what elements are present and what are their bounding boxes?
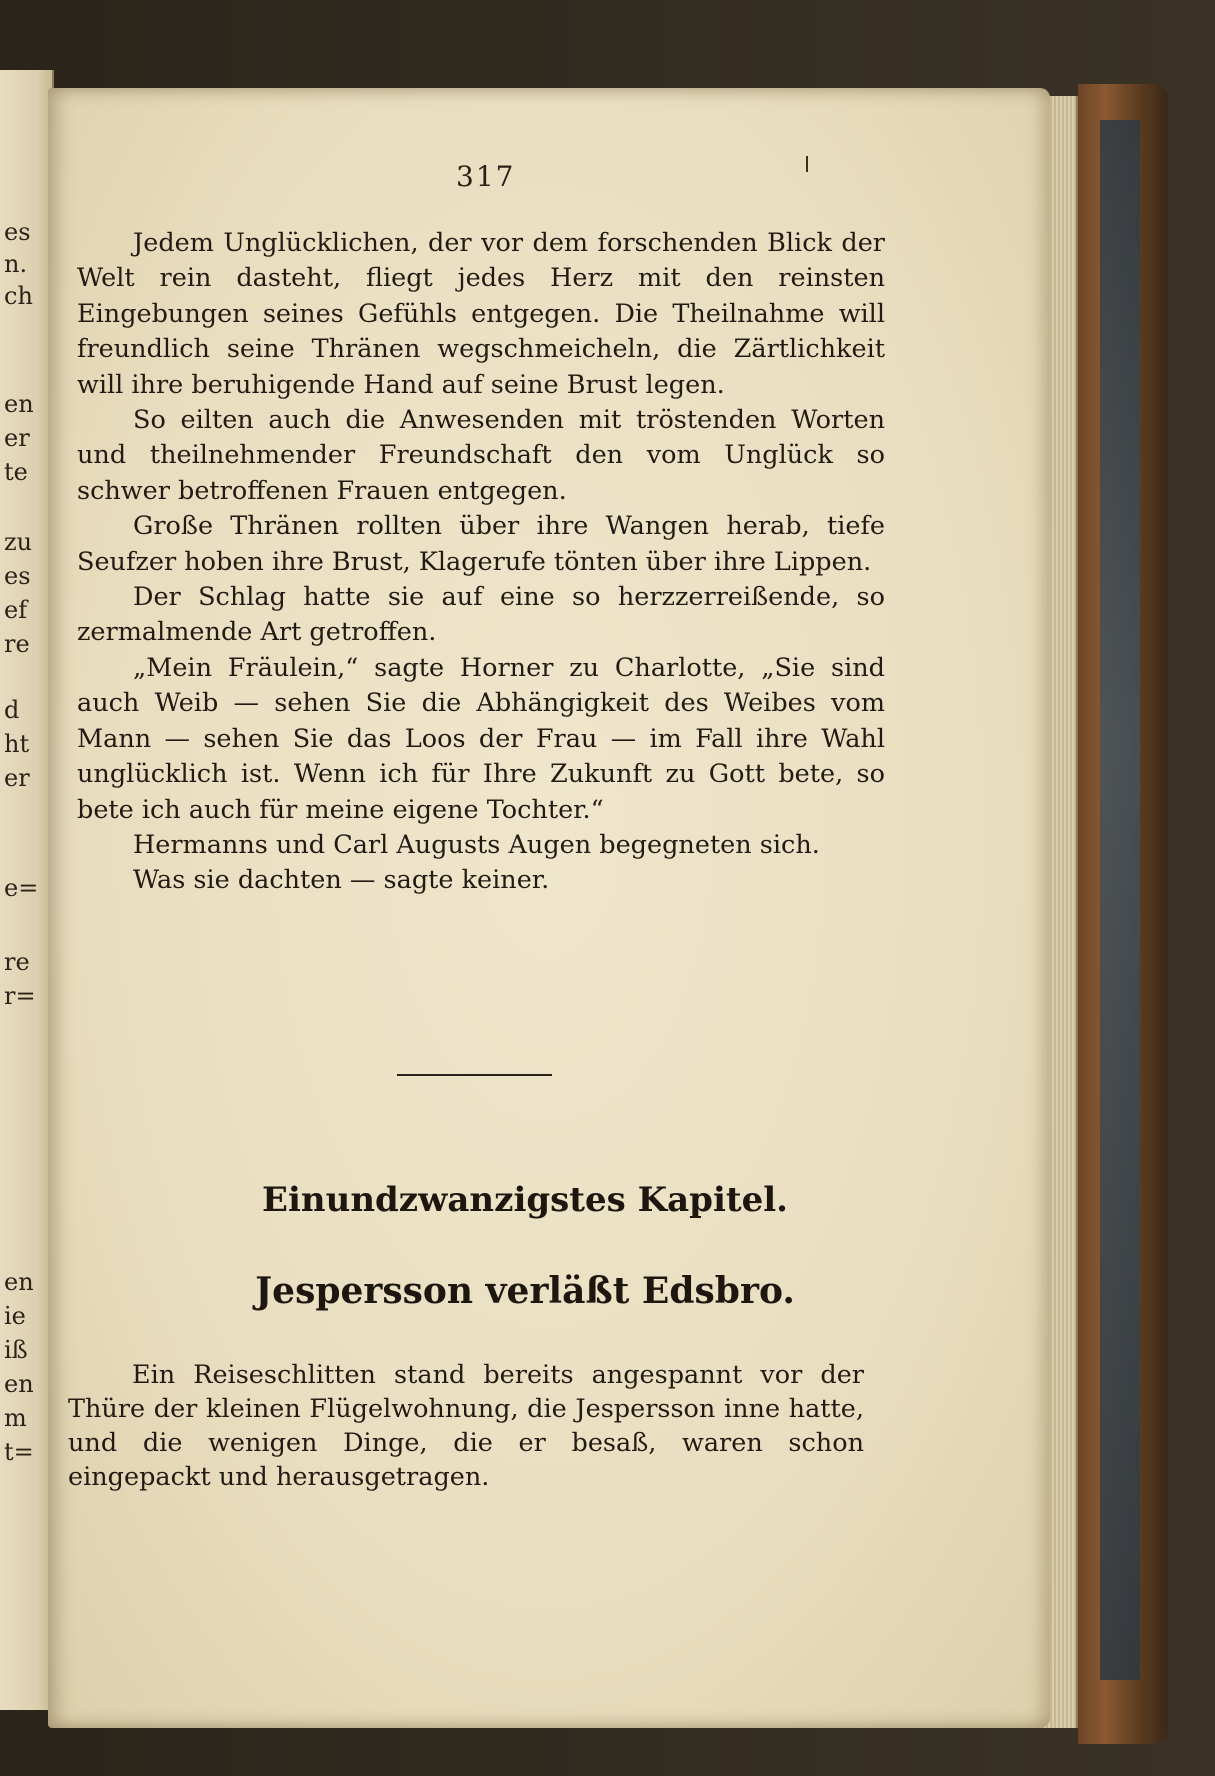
left-page-fragment: t= [4,1438,34,1466]
paragraph: Was sie dachten — sagte keiner. [133,865,550,896]
paragraph: Ein Reiseschlitten stand bereits angespannt vor der Thüre der kleinen Flügelwohnung, die Jespersson inne hatte, und die wenigen Dinge, die er besaß, waren schon eingepackt und herausgetragen. [68,1360,864,1492]
left-page-fragment: re [4,948,30,976]
left-page-fragment: er [4,424,30,452]
left-page-fragment: es [4,218,31,246]
paragraph: Große Thränen rollten über ihre Wangen herab, tiefe Seufzer hoben ihre Brust, Klagerufe tönten über ihre Lippen. [77,511,885,577]
chapter-body-text [68,1358,864,1494]
chapter-title: Einundzwanzigstes Kapitel. [262,1180,788,1220]
left-page-fragment: re [4,630,30,658]
left-page-fragment: ht [4,730,30,758]
left-page-edge [0,70,54,1710]
left-page-fragment: e= [4,874,39,902]
left-page-fragment: ch [4,282,33,310]
paragraph: Hermanns und Carl Augusts Augen begegneten sich. [133,829,820,860]
paragraph: Jedem Unglücklichen, der vor dem forschenden Blick der Welt rein dasteht, fliegt jedes Herz mit den reinsten Eingebungen seines Gefühls entgegen. Die Theilnahme will freundlich seine Thränen wegschmeicheln, die Zärtlichkeit will ihre beruhigende Hand auf seine Brust legen. [77,228,885,400]
pencil-mark [806,156,808,172]
left-page-fragment: ef [4,596,28,624]
left-page-fragment: n. [4,250,28,278]
left-page-fragment: zu [4,528,33,556]
section-divider [397,1074,552,1076]
left-page-fragment: r= [4,982,36,1010]
book-cover-marbling [1100,120,1140,1680]
page-number: 317 [456,160,516,193]
left-page-fragment: d [4,696,20,724]
left-page-fragment: iß [4,1336,28,1364]
left-page-fragment: en [4,1370,34,1398]
left-page-fragment: m [4,1404,27,1432]
paragraph: Der Schlag hatte sie auf eine so herzzerreißende, so zermalmende Art getroffen. [77,582,885,648]
left-page-fragment: ie [4,1302,26,1330]
left-page-fragment: en [4,390,34,418]
chapter-subtitle: Jespersson verläßt Edsbro. [255,1270,795,1312]
left-page-fragment: er [4,764,30,792]
paragraph: „Mein Fräulein,“ sagte Horner zu Charlotte, „Sie sind auch Weib — sehen Sie die Abhängigkeit des Weibes vom Mann — sehen Sie das Loos der Frau — im Fall ihre Wahl unglücklich ist. Wenn ich für Ihre Zukunft zu Gott bete, so bete ich auch für meine eigene Tochter.“ [77,652,885,825]
left-page-fragment: te [4,458,28,486]
paragraph: So eilten auch die Anwesenden mit tröstenden Worten und theilnehmender Freundschaft den vom Unglück so schwer betroffenen Frauen entgegen. [77,405,885,506]
left-page-fragment: es [4,562,31,590]
left-page-fragment: en [4,1268,34,1296]
body-text [77,226,885,899]
